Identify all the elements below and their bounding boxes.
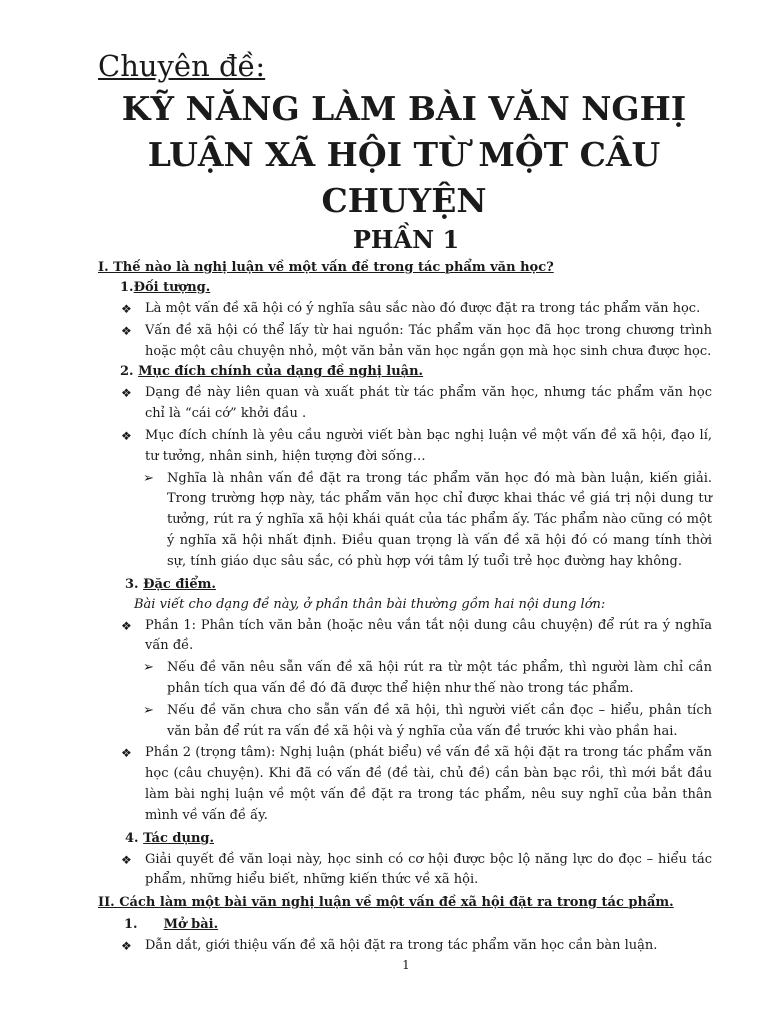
diamond-bullet-icon: ❖ [121,428,132,443]
list-item-text: Giải quyết đề văn loại này, học sinh có cơ hội được bộc lộ năng lực do đọc – hiểu tác phẩm, những hiểu biết, những kiến thức về xã hội. [145,851,712,888]
subsection-1-3-heading [125,575,768,595]
list-item [121,936,712,957]
subsection-label: Mục đích chính của dạng đề nghị luận. [138,364,424,380]
list-item [121,299,712,320]
sub-list-item-text: Nếu đề văn chưa cho sẵn vấn đề xã hội, thì người viết cần đọc – hiểu, phân tích văn bản để rút ra vấn đề xã hội và ý nghĩa của vấn đề trước khi vào phần hai. [167,702,712,739]
subject-label: Chuyên đề: [98,49,266,83]
sub-list-item [143,469,712,573]
list-item [121,383,712,425]
arrow-bullet-icon: ➢ [143,470,154,486]
list-item-text: Là một vấn đề xã hội có ý nghĩa sâu sắc nào đó được đặt ra trong tác phẩm văn học. [145,301,701,316]
page-number: 1 [402,958,410,972]
list-item-text: Mục đích chính là yêu cầu người viết bàn bạc nghị luận về một vấn đề xã hội, đạo lí, tư tưởng, nhân sinh, hiện tượng đời sống… [145,427,712,464]
diamond-bullet-icon: ❖ [121,852,132,867]
list-item-text: Dẫn dắt, giới thiệu vấn đề xã hội đặt ra trong tác phẩm văn học cần bàn luận. [145,938,658,954]
list-item-text: Phần 1: Phân tích văn bản (hoặc nêu vắn tắt nội dung câu chuyện) để rút ra ý nghĩa vấn đề. [145,617,712,654]
subsection-number: 3. [125,576,139,592]
list-item-text: Phần 2 (trọng tâm): Nghị luận (phát biểu) về vấn đề xã hội đặt ra trong tác phẩm văn học (câu chuyện). Khi đã có vấn đề (đề tài, chủ đề) cần bàn bạc rồi, thì mới bắt đầu làm bài nghị luận về một vấn đề đặt ra trong tác phẩm, nêu suy nghĩ của bản thân mình về vấn đề ấy. [145,745,712,823]
subsection-label: Mở bài. [163,917,219,933]
subsection-1-4-heading [125,829,768,849]
list-item [121,850,712,892]
document-body [0,258,768,957]
document-title: KỸ NĂNG LÀM BÀI VĂN NGHỊ LUẬN XÃ HỘI TỪ MỘT CÂU CHUYỆN [121,89,687,220]
diamond-bullet-icon: ❖ [121,746,132,761]
diamond-bullet-icon: ❖ [121,302,132,316]
section-1-heading: I. Thế nào là nghị luận về một vấn đề trong tác phẩm văn học? [98,260,554,275]
arrow-bullet-icon: ➢ [143,702,154,718]
subsection-2-1-heading [124,915,768,935]
list-item [121,743,712,826]
sub-list-item [143,658,712,700]
italic-note: Bài viết cho dạng đề này, ở phần thân bài thường gồm hai nội dung lớn: [134,596,606,612]
list-item [121,426,712,468]
list-item [121,616,712,658]
diamond-bullet-icon: ❖ [121,618,132,633]
sub-list-item-text: Nếu đề văn nêu sẵn vấn đề xã hội rút ra từ một tác phẩm, thì người làm chỉ cần phân tích qua vấn đề đó đã được thể hiện như thế nào trong tác phẩm. [167,660,712,696]
list-item-text: Vấn đề xã hội có thể lấy từ hai nguồn: Tác phẩm văn học đã học trong chương trình hoặc một câu chuyện nhỏ, một văn bản văn học ngắn gọn mà học sinh chưa được học. [145,322,712,359]
subsection-number: 1. [120,280,134,295]
subsection-number: 4. [125,830,139,846]
section-2-heading: II. Cách làm một bài văn nghị luận về một vấn đề xã hội đặt ra trong tác phẩm. [98,895,674,911]
subsection-1-1-heading [120,278,768,298]
diamond-bullet-icon: ❖ [121,939,132,954]
subsection-label: Tác dụng. [143,830,215,846]
list-item [121,321,712,363]
subsection-label: Đặc điểm. [143,576,216,592]
subsection-label: Đối tượng. [133,280,211,295]
subsection-1-2-heading [120,362,768,382]
part-heading: PHẦN 1 [352,225,460,254]
list-item-text: Dạng đề này liên quan và xuất phát từ tác phẩm văn học, nhưng tác phẩm văn học chỉ là “cái cớ” khởi đầu . [145,385,712,422]
subsection-number: 2. [120,364,134,380]
sub-list-item [143,701,712,743]
arrow-bullet-icon: ➢ [143,660,154,676]
sub-list-item-text: Nghĩa là nhân vấn đề đặt ra trong tác phẩm văn học đó mà bàn luận, kiến giải. Trong trường hợp này, tác phẩm văn học chỉ được khai thác về giá trị nội dung tư tưởng, rút ra ý nghĩa xã hội khái quát của tác phẩm ấy. Tác phẩm nào cũng có một ý nghĩa xã hội nhất định. Điều quan trọng là vấn đề xã hội đó có mang tính thời sự, tính giáo dục sâu sắc, có phù hợp với tâm lý tuổi trẻ học đường hay không. [167,470,712,569]
diamond-bullet-icon: ❖ [121,323,132,338]
subsection-number: 1. [124,917,138,933]
diamond-bullet-icon: ❖ [121,386,132,401]
